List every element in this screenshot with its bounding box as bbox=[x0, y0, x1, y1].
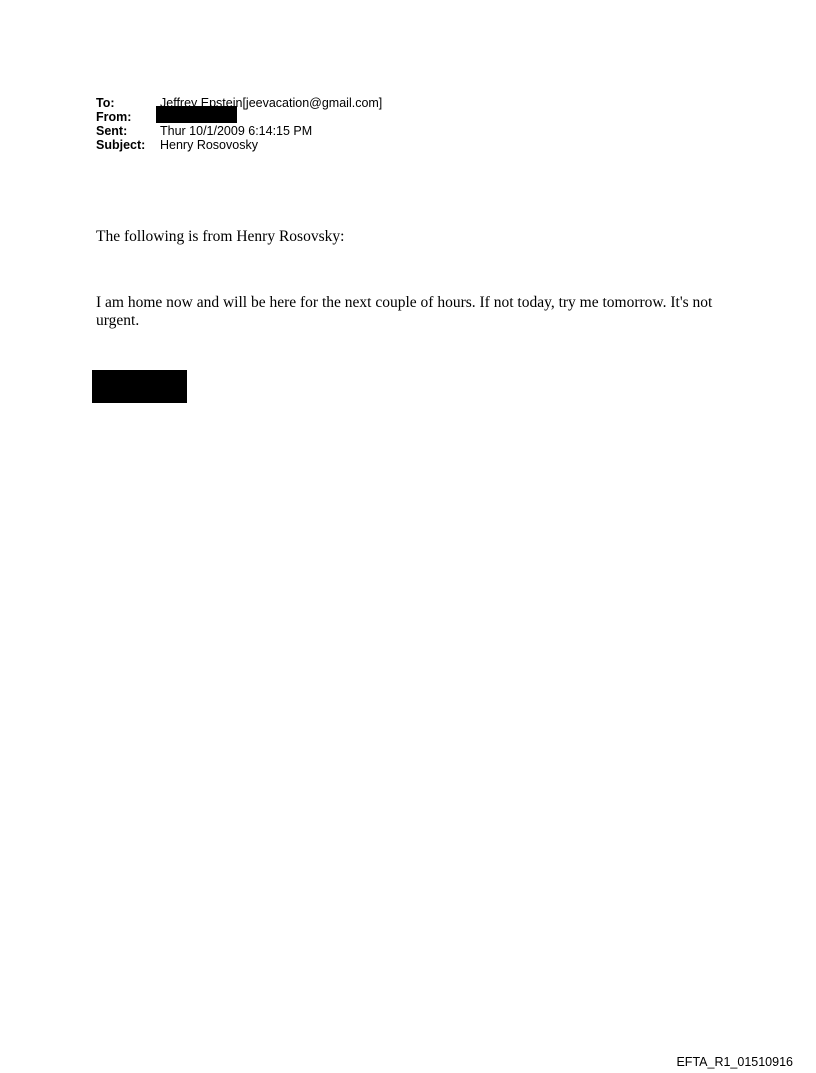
email-intro-text: The following is from Henry Rosovsky: bbox=[96, 228, 345, 245]
to-value: Jeffrey Epstein[jeevacation@gmail.com] bbox=[160, 96, 383, 110]
from-label: From: bbox=[96, 110, 132, 124]
to-label: To: bbox=[96, 96, 115, 110]
subject-row bbox=[96, 138, 382, 152]
document-id: EFTA_R1_01510916 bbox=[676, 1055, 793, 1069]
redaction-box-signature bbox=[92, 370, 187, 403]
from-row bbox=[96, 110, 382, 124]
sent-label: Sent: bbox=[96, 124, 128, 138]
email-header bbox=[96, 96, 382, 152]
to-row bbox=[96, 96, 382, 110]
sent-row bbox=[96, 124, 382, 138]
subject-value: Henry Rosovosky bbox=[160, 138, 258, 152]
email-message-text: I am home now and will be here for the next couple of hours. If not today, try me tomorrow. It's not urgent. bbox=[96, 294, 713, 329]
sent-value: Thur 10/1/2009 6:14:15 PM bbox=[160, 124, 313, 138]
subject-label: Subject: bbox=[96, 138, 146, 152]
